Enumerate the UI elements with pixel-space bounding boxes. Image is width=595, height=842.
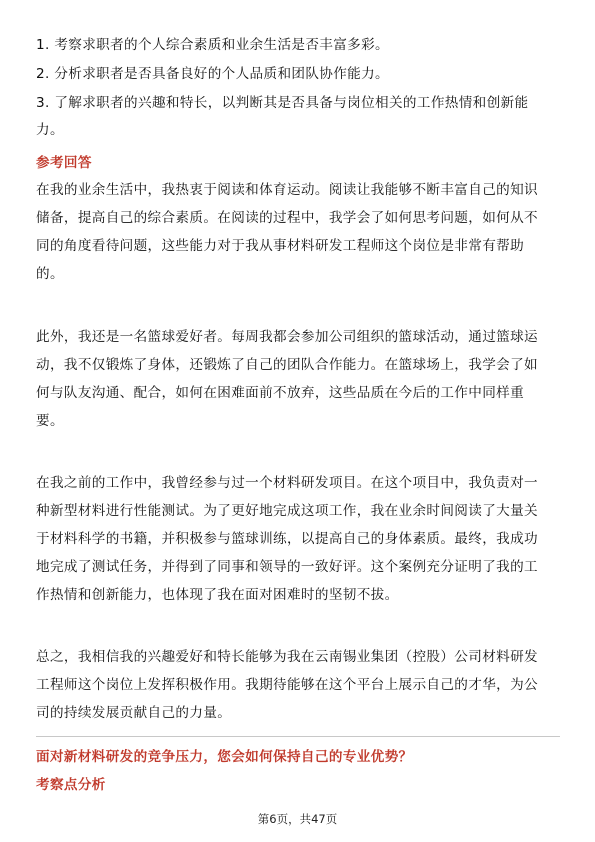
paragraph-line: 动，我不仅锻炼了身体，还锻炼了自己的团队合作能力。在篮球场上，我学会了如 [36,357,538,373]
paragraph-line: 同的角度看待问题，这些能力对于我从事材料研发工程师这个岗位是非常有帮助 [36,238,525,254]
paragraph-line: 司的持续发展贡献自己的力量。 [36,705,232,721]
paragraph-line: 此外，我还是一名篮球爱好者。每周我都会参加公司组织的篮球活动，通过篮球运 [36,329,538,345]
paragraph-line: 何与队友沟通、配合，如何在困难面前不放弃，这些品质在今后的工作中同样重 [36,385,525,401]
question-heading: 面对新材料研发的竞争压力，您会如何保持自己的专业优势？ [36,749,413,765]
paragraph-line: 工程师这个岗位上发挥积极作用。我期待能够在这个平台上展示自己的才华，为公 [36,677,538,693]
list-item: 3. 了解求职者的兴趣和特长，以判断其是否具备与岗位相关的工作热情和创新能 [36,95,529,111]
paragraph-line: 总之，我相信我的兴趣爱好和特长能够为我在云南锡业集团（控股）公司材料研发 [36,649,538,665]
page-number: 第6页，共47页 [257,812,338,826]
paragraph-line: 在我的业余生活中，我热衷于阅读和体育运动。阅读让我能够不断丰富自己的知识 [36,182,538,198]
paragraph-line: 的。 [36,266,64,282]
paragraph-line: 要。 [36,413,64,429]
paragraph-line: 在我之前的工作中，我曾经参与过一个材料研发项目。在这个项目中，我负责对一 [36,475,538,491]
section-divider [36,736,560,737]
analysis-heading: 考察点分析 [36,777,106,793]
paragraph-line: 于材料科学的书籍，并积极参与篮球训练，以提高自己的身体素质。最终，我成功 [36,531,538,547]
reference-answer-heading: 参考回答 [36,155,92,171]
list-item: 1. 考察求职者的个人综合素质和业余生活是否丰富多彩。 [36,37,389,53]
paragraph-line: 作热情和创新能力，也体现了我在面对困难时的坚韧不拔。 [36,587,399,603]
paragraph-line: 地完成了测试任务，并得到了同事和领导的一致好评。这个案例充分证明了我的工 [36,559,538,575]
paragraph-line: 种新型材料进行性能测试。为了更好地完成这项工作，我在业余时间阅读了大量关 [36,503,538,519]
paragraph-line: 储备，提高自己的综合素质。在阅读的过程中，我学会了如何思考问题，如何从不 [36,210,538,226]
list-item: 2. 分析求职者是否具备良好的个人品质和团队协作能力。 [36,66,389,82]
list-item-continuation: 力。 [36,122,64,138]
